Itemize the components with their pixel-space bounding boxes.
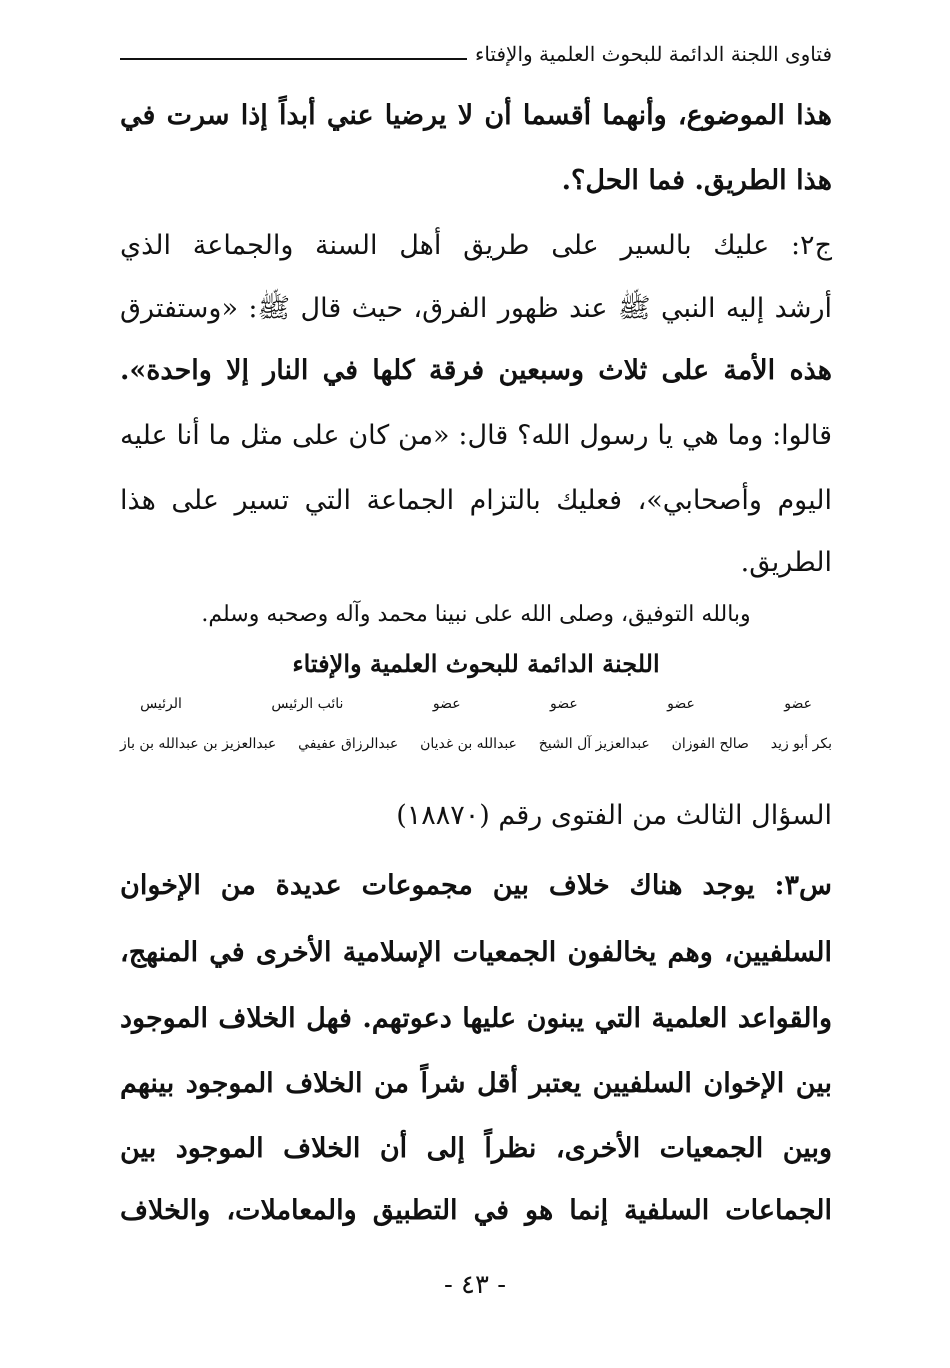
- body-line: قالوا: وما هي يا رسول الله؟ قال: «من كان على مثل ما أنا عليه: [120, 420, 832, 451]
- signatory-role: عضو: [784, 696, 812, 712]
- question-line: وبين الجمعيات الأخرى، نظراً إلى أن الخلاف الموجود بين: [120, 1133, 832, 1164]
- signatory-name: بكر أبو زيد: [770, 736, 832, 752]
- signatory-names: [120, 736, 832, 752]
- body-line: هذه الأمة على ثلاث وسبعين فرقة كلها في النار إلا واحدة».: [120, 355, 832, 386]
- body-line: هذا الموضوع، وأنهما أقسما أن لا يرضيا عني أبداً إذا سرت في: [120, 100, 832, 131]
- signatory-name: صالح الفوزان: [671, 736, 749, 752]
- closing-formula: وبالله التوفيق، وصلى الله على نبينا محمد وآله وصحبه وسلم.: [201, 602, 751, 627]
- header-rule: [120, 58, 467, 60]
- header-title: فتاوى اللجنة الدائمة للبحوث العلمية والإفتاء: [474, 42, 832, 66]
- running-header: [120, 42, 832, 66]
- body-line: اليوم وأصحابي»، فعليك بالتزام الجماعة التي تسير على هذا: [120, 485, 832, 516]
- signatory-name: عبدالله بن غديان: [420, 736, 517, 752]
- body-line: هذا الطريق. فما الحل؟.: [561, 165, 832, 196]
- signatory-name: عبدالعزيز بن عبدالله بن باز: [120, 736, 277, 752]
- committee-name: اللجنة الدائمة للبحوث العلمية والإفتاء: [292, 649, 660, 678]
- signatory-name: عبدالرزاق عفيفي: [298, 736, 399, 752]
- question-line: س٣: يوجد هناك خلاف بين مجموعات عديدة من الإخوان: [120, 870, 832, 901]
- question-line: السلفيين، وهم يخالفون الجمعيات الإسلامية الأخرى في المنهج،: [120, 937, 832, 968]
- question-line: بين الإخوان السلفيين يعتبر أقل شراً من الخلاف الموجود بينهم: [120, 1068, 832, 1099]
- body-line: ج٢: عليك بالسير على طريق أهل السنة والجماعة الذي: [120, 230, 832, 261]
- signatory-role: عضو: [549, 696, 578, 712]
- signatory-name: عبدالعزيز آل الشيخ: [538, 736, 650, 752]
- page-number: - ٤٣ -: [443, 1270, 507, 1300]
- signatory-roles: [120, 696, 832, 712]
- body-line: الطريق.: [740, 547, 832, 578]
- question-line: والقواعد العلمية التي يبنون عليها دعوتهم. فهل الخلاف الموجود: [120, 1003, 832, 1034]
- question-line: الجماعات السلفية إنما هو في التطبيق والمعاملات، والخلاف: [120, 1195, 832, 1226]
- signatory-role: عضو: [432, 696, 461, 712]
- signatory-role: عضو: [667, 696, 695, 712]
- body-line: أرشد إليه النبي ﷺ عند ظهور الفرق، حيث قال ﷺ: «وستفترق: [120, 293, 832, 324]
- question-heading: السؤال الثالث من الفتوى رقم (١٨٨٧٠): [396, 800, 832, 831]
- signatory-role: نائب الرئيس: [271, 696, 344, 712]
- signatory-role: الرئيس: [140, 696, 182, 712]
